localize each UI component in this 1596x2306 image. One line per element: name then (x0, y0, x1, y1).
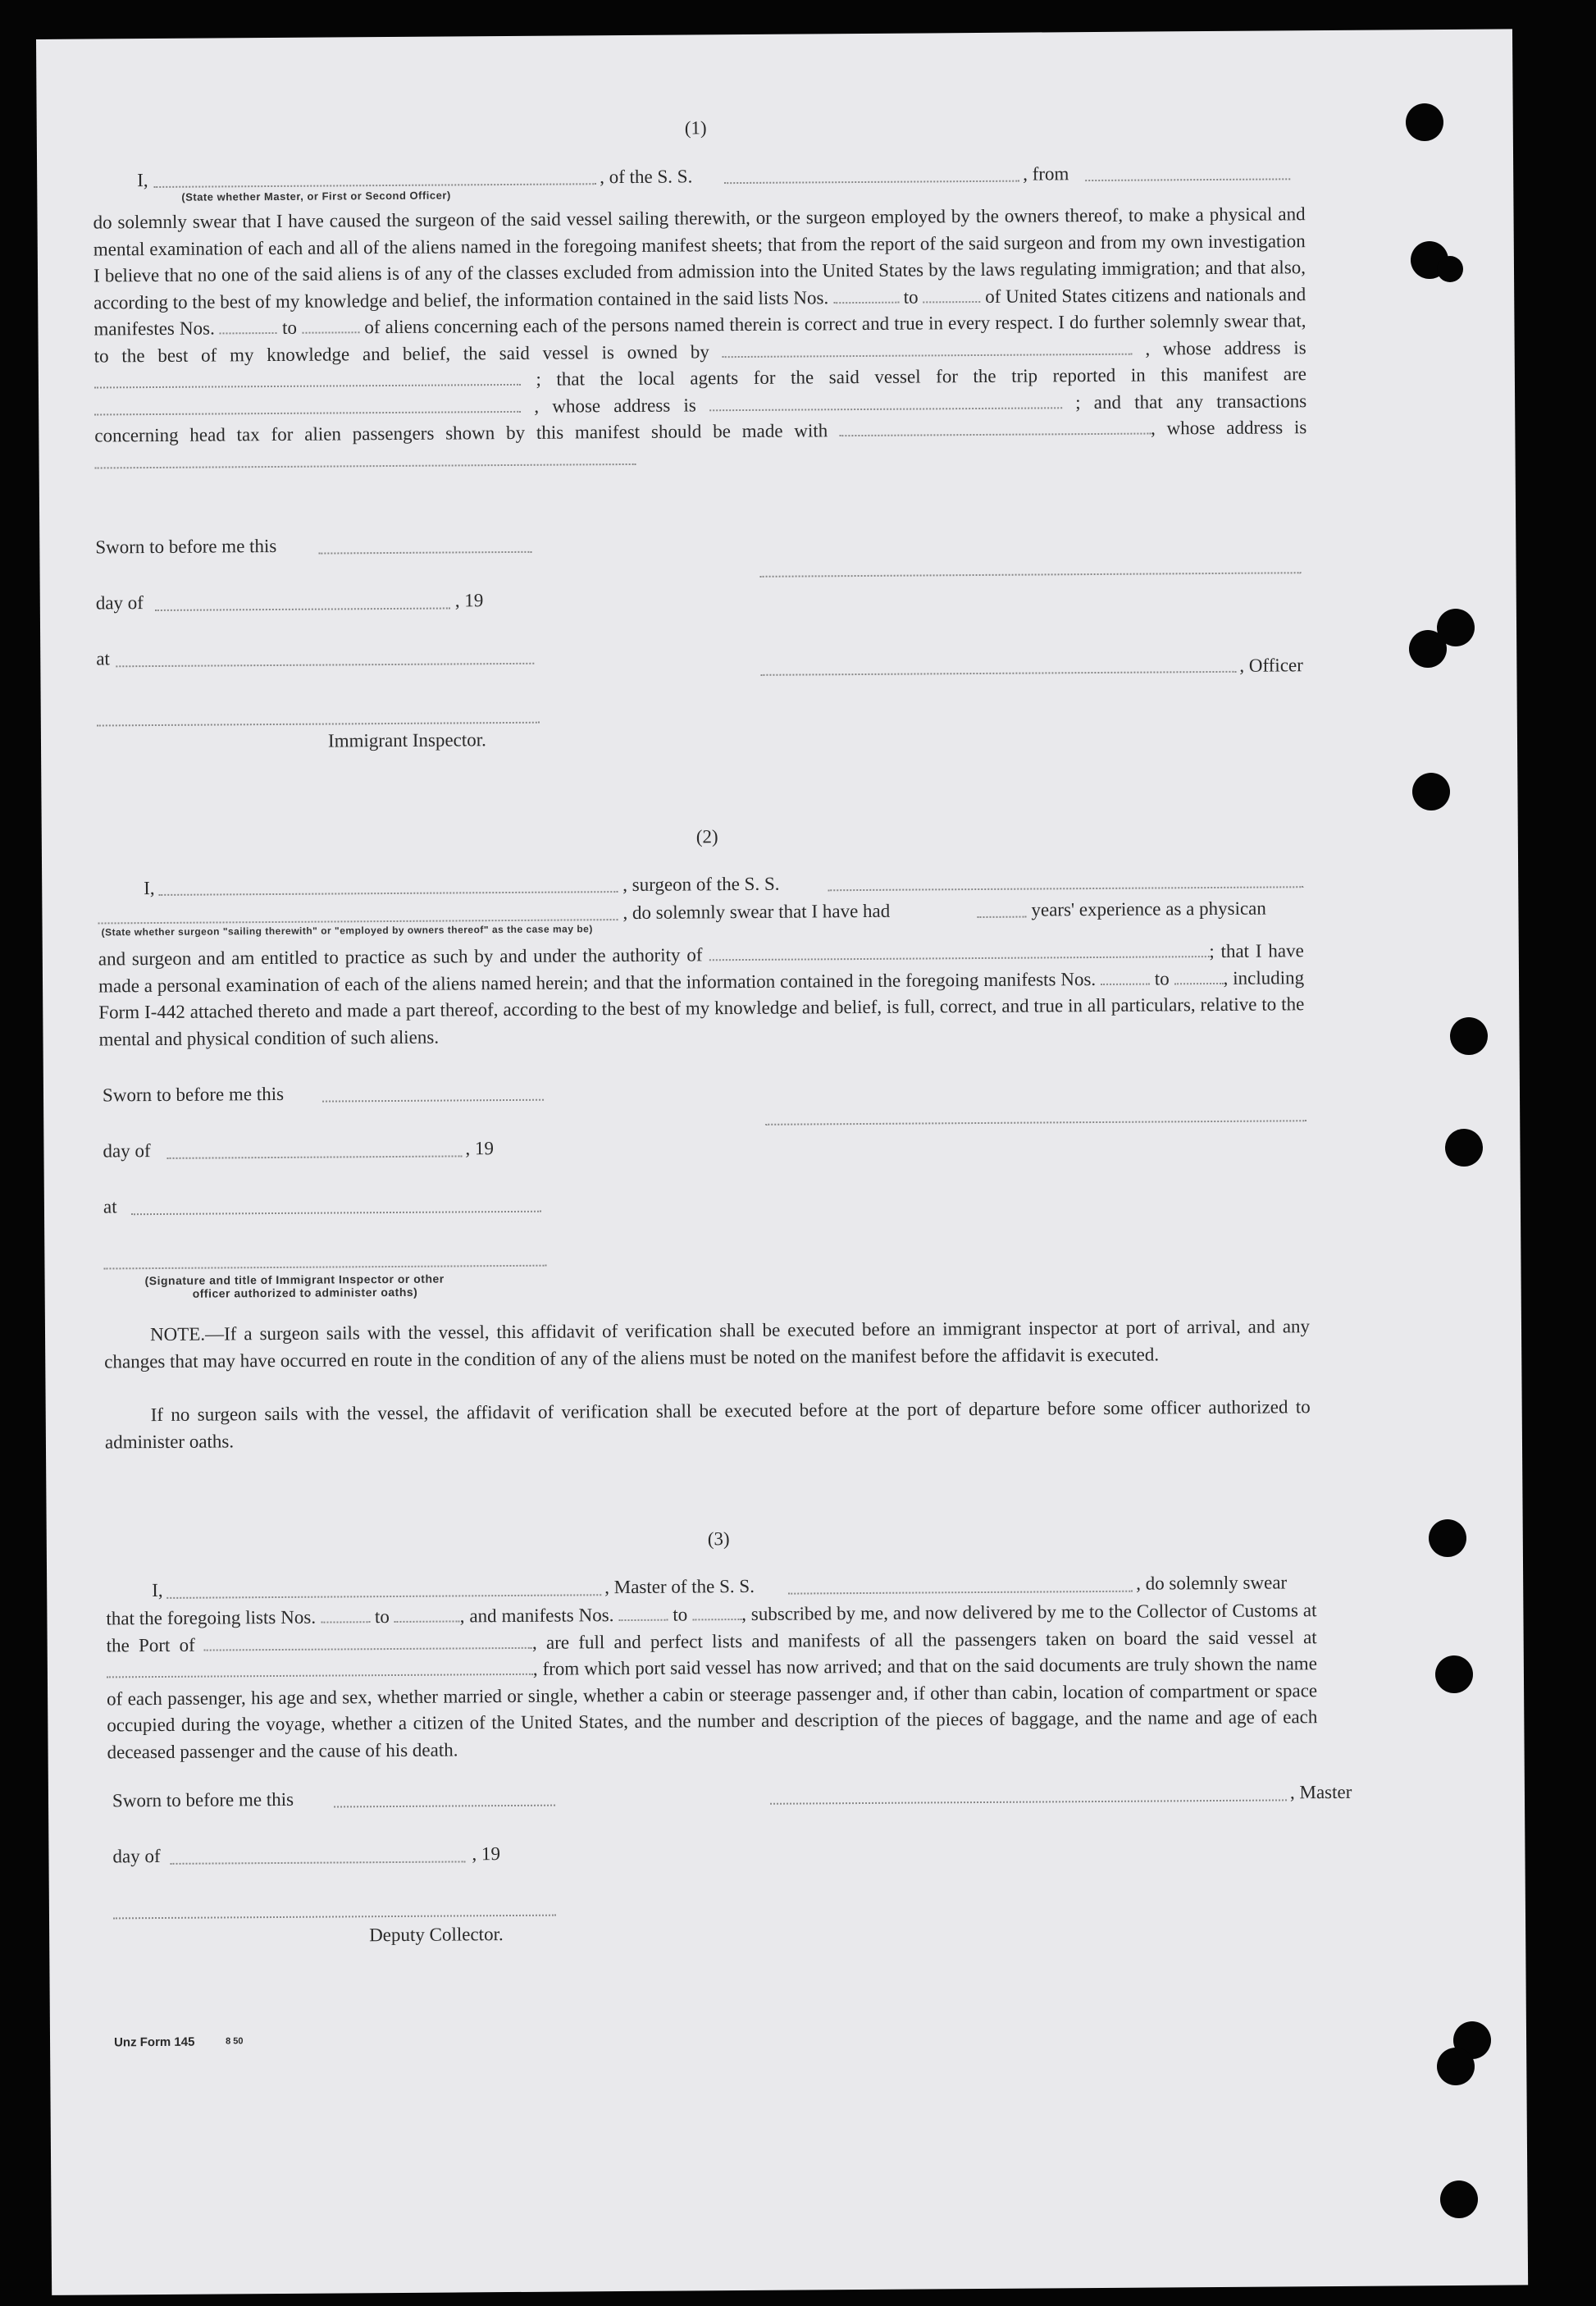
section3-day-of: day of (112, 1845, 161, 1867)
section3-swear: , do solemnly swear (1136, 1572, 1288, 1594)
section2-swear: , do solemnly swear that I have had (622, 900, 891, 924)
section1-day-of: day of (95, 592, 144, 614)
section2-note-2: If no surgeon sails with the vessel, the affidavit of verification shall be executed before at the port of departure before some officer authorized to administer oaths. (104, 1396, 1311, 1452)
section1-oath-paragraph: do solemnly swear that I have caused the surgeon of the said vessel sailing therewith, or the surgeon employed by the owners thereof, to make a physical and mental examination of each and all of the aliens named in the foregoing manifest sheets; that from the report of the said surgeon and from my own investigation I believe that no one of the said aliens is of any of the classes excluded from admission into the United States by the laws regulating immigration; and that also, according to the best of my knowledge and belief, the information contained in the said lists Nos. to of United States citizens and nationals and manifestes Nos. to of aliens concerning each of the persons named therein is correct and true in every respect. I do further solemnly swear that, to the best of my knowledge and belief, the said vessel is owned by , whose address is ; that the local agents for the said vessel for the trip reported in this manifest are , whose address is ; and that any transactions concerning head tax for alien passengers shown by this manifest should be made with , whose address is (93, 201, 1306, 476)
section2-day-of: day of (103, 1140, 151, 1162)
section1-manifests-from-field[interactable] (220, 317, 277, 334)
section2-surgeon-of-ss: , surgeon of the S. S. (622, 873, 780, 896)
section1-officer-note: (State whether Master, or First or Second Officer) (181, 189, 451, 203)
section2-year: , 19 (465, 1138, 495, 1159)
punch-hole (1412, 773, 1450, 811)
section1-of-ss: , of the S. S. (600, 166, 693, 188)
punch-hole (1435, 1655, 1473, 1693)
section3-sworn-field[interactable] (334, 1805, 555, 1808)
section2-sig-note-1: (Signature and title of Immigrant Inspector or other (144, 1272, 445, 1288)
punch-hole (1409, 630, 1447, 668)
section1-officer-line[interactable] (760, 671, 1236, 676)
section2-sworn: Sworn to before me this (102, 1083, 285, 1106)
section2-years-field[interactable] (977, 916, 1026, 918)
section3-sworn: Sworn to before me this (112, 1788, 294, 1811)
section3-year: , 19 (472, 1843, 501, 1865)
section3-I: I, (152, 1579, 163, 1601)
section3-master: , Master (1289, 1781, 1352, 1803)
section1-owner-address-field[interactable] (94, 369, 521, 389)
section3-master-of-ss: , Master of the S. S. (604, 1575, 755, 1598)
section1-inspector-line[interactable] (97, 722, 540, 727)
section2-capacity-note: (State whether surgeon "sailing therewith" or "employed by owners thereof" as the case may be) (101, 923, 593, 938)
section2-number: (2) (695, 826, 718, 847)
punch-hole (1450, 1017, 1488, 1055)
section2-authority-field[interactable] (709, 941, 1209, 961)
section1-owner-field[interactable] (723, 338, 1133, 357)
section1-agents-address-field[interactable] (709, 392, 1062, 411)
section1-from-field[interactable] (1085, 178, 1290, 181)
section2-signature-line[interactable] (765, 1120, 1306, 1126)
punch-hole (1429, 1519, 1466, 1557)
section1-lists-to-field[interactable] (923, 285, 980, 302)
section2-at-field[interactable] (131, 1211, 541, 1215)
punch-hole (1437, 256, 1463, 282)
section1-headtax-field[interactable] (839, 418, 1151, 437)
section3-master-signature-line[interactable] (770, 1799, 1287, 1804)
section2-years: years' experience as a physican (1031, 897, 1266, 920)
section3-day-field[interactable] (171, 1861, 466, 1865)
section3-manifests-to-field[interactable] (692, 1604, 741, 1620)
section1-I: I, (137, 170, 148, 191)
section3-number: (3) (707, 1528, 730, 1550)
form-sheet (36, 29, 1528, 2295)
section1-signature-line[interactable] (760, 572, 1302, 578)
section1-at-field[interactable] (116, 663, 534, 668)
section2-I: I, (144, 878, 155, 899)
section3-embark-port-field[interactable] (107, 1659, 533, 1678)
section2-oath-paragraph: and surgeon and am entitled to practice as such by and under the authority of ; that I have made a personal examination of each of the aliens named herein; and that the information contained in the foregoing manifests Nos. to , including Form I-442 attached thereto and made a part thereof, according to the best of my knowledge and belief, is full, correct, and true in all particulars, relative to the mental and physical condition of such aliens. (98, 940, 1305, 1049)
section2-note-1: NOTE.—If a surgeon sails with the vessel, this affidavit of verification shall be executed before an immigrant inspector at port of arrival, and any changes that may have occurred en route in the condition of any of the aliens must be noted on the manifest before the affidavit is executed. (104, 1316, 1311, 1372)
punch-hole (1445, 1129, 1483, 1167)
section1-lists-from-field[interactable] (833, 286, 899, 304)
section3-lists-to-field[interactable] (394, 1605, 460, 1623)
section3-deputy-line[interactable] (113, 1915, 556, 1920)
section2-at: at (103, 1196, 117, 1217)
section1-agents-field[interactable] (94, 395, 521, 415)
section1-from: , from (1023, 163, 1069, 185)
section1-sworn-field[interactable] (318, 551, 531, 555)
section3-manifests-from-field[interactable] (618, 1605, 668, 1621)
section1-manifests-to-field[interactable] (302, 317, 359, 333)
section3-lists-from-field[interactable] (321, 1606, 370, 1623)
section1-number: (1) (684, 117, 707, 139)
section2-sworn-field[interactable] (322, 1099, 544, 1103)
section1-day-field[interactable] (155, 607, 450, 611)
section2-manifests-to-field[interactable] (1174, 967, 1223, 984)
form-id: Unz Form 145 (113, 2034, 195, 2050)
section1-officer-name-field[interactable] (153, 183, 596, 188)
section3-port-field[interactable] (204, 1632, 532, 1651)
section1-officer: , Officer (1239, 655, 1303, 676)
section2-inspector-line[interactable] (103, 1265, 546, 1270)
section3-deputy: Deputy Collector. (369, 1924, 504, 1946)
section1-at: at (96, 648, 110, 669)
punch-hole (1440, 2180, 1478, 2218)
section3-vessel-field[interactable] (788, 1591, 1133, 1595)
section1-year: , 19 (454, 590, 484, 611)
section2-vessel-field[interactable] (828, 886, 1303, 891)
section3-master-name-field[interactable] (166, 1594, 601, 1599)
section3-oath-paragraph: that the foregoing lists Nos. to , and manifests Nos. to , subscribed by me, and now delivered by me to the Collector of Customs at the Port of , are full and perfect lists and manifests of all the passengers taken on board the said vessel at , from which port said vessel has now arrived; and that on the said documents are truly shown the name of each passenger, his age and sex, whether married or single, whether a cabin or steerage passenger and, if other than cabin, location of compartment or space occupied during the voyage, whether a citizen of the United States, and the number and description of the pieces of baggage, and the name and age of each deceased passenger and the cause of his death. (106, 1600, 1318, 1762)
section1-sworn: Sworn to before me this (95, 535, 277, 558)
section2-surgeon-name-field[interactable] (158, 891, 618, 896)
section2-sig-note-2: officer authorized to administer oaths) (192, 1285, 418, 1300)
section2-day-field[interactable] (167, 1155, 463, 1159)
section1-headtax-address-field[interactable] (95, 448, 636, 468)
section1-inspector: Immigrant Inspector. (327, 729, 486, 751)
punch-hole (1406, 103, 1443, 141)
section2-manifests-from-field[interactable] (1101, 968, 1150, 984)
form-date: 8 50 (226, 2036, 244, 2047)
punch-hole (1437, 2048, 1475, 2085)
section1-vessel-field[interactable] (724, 180, 1019, 185)
